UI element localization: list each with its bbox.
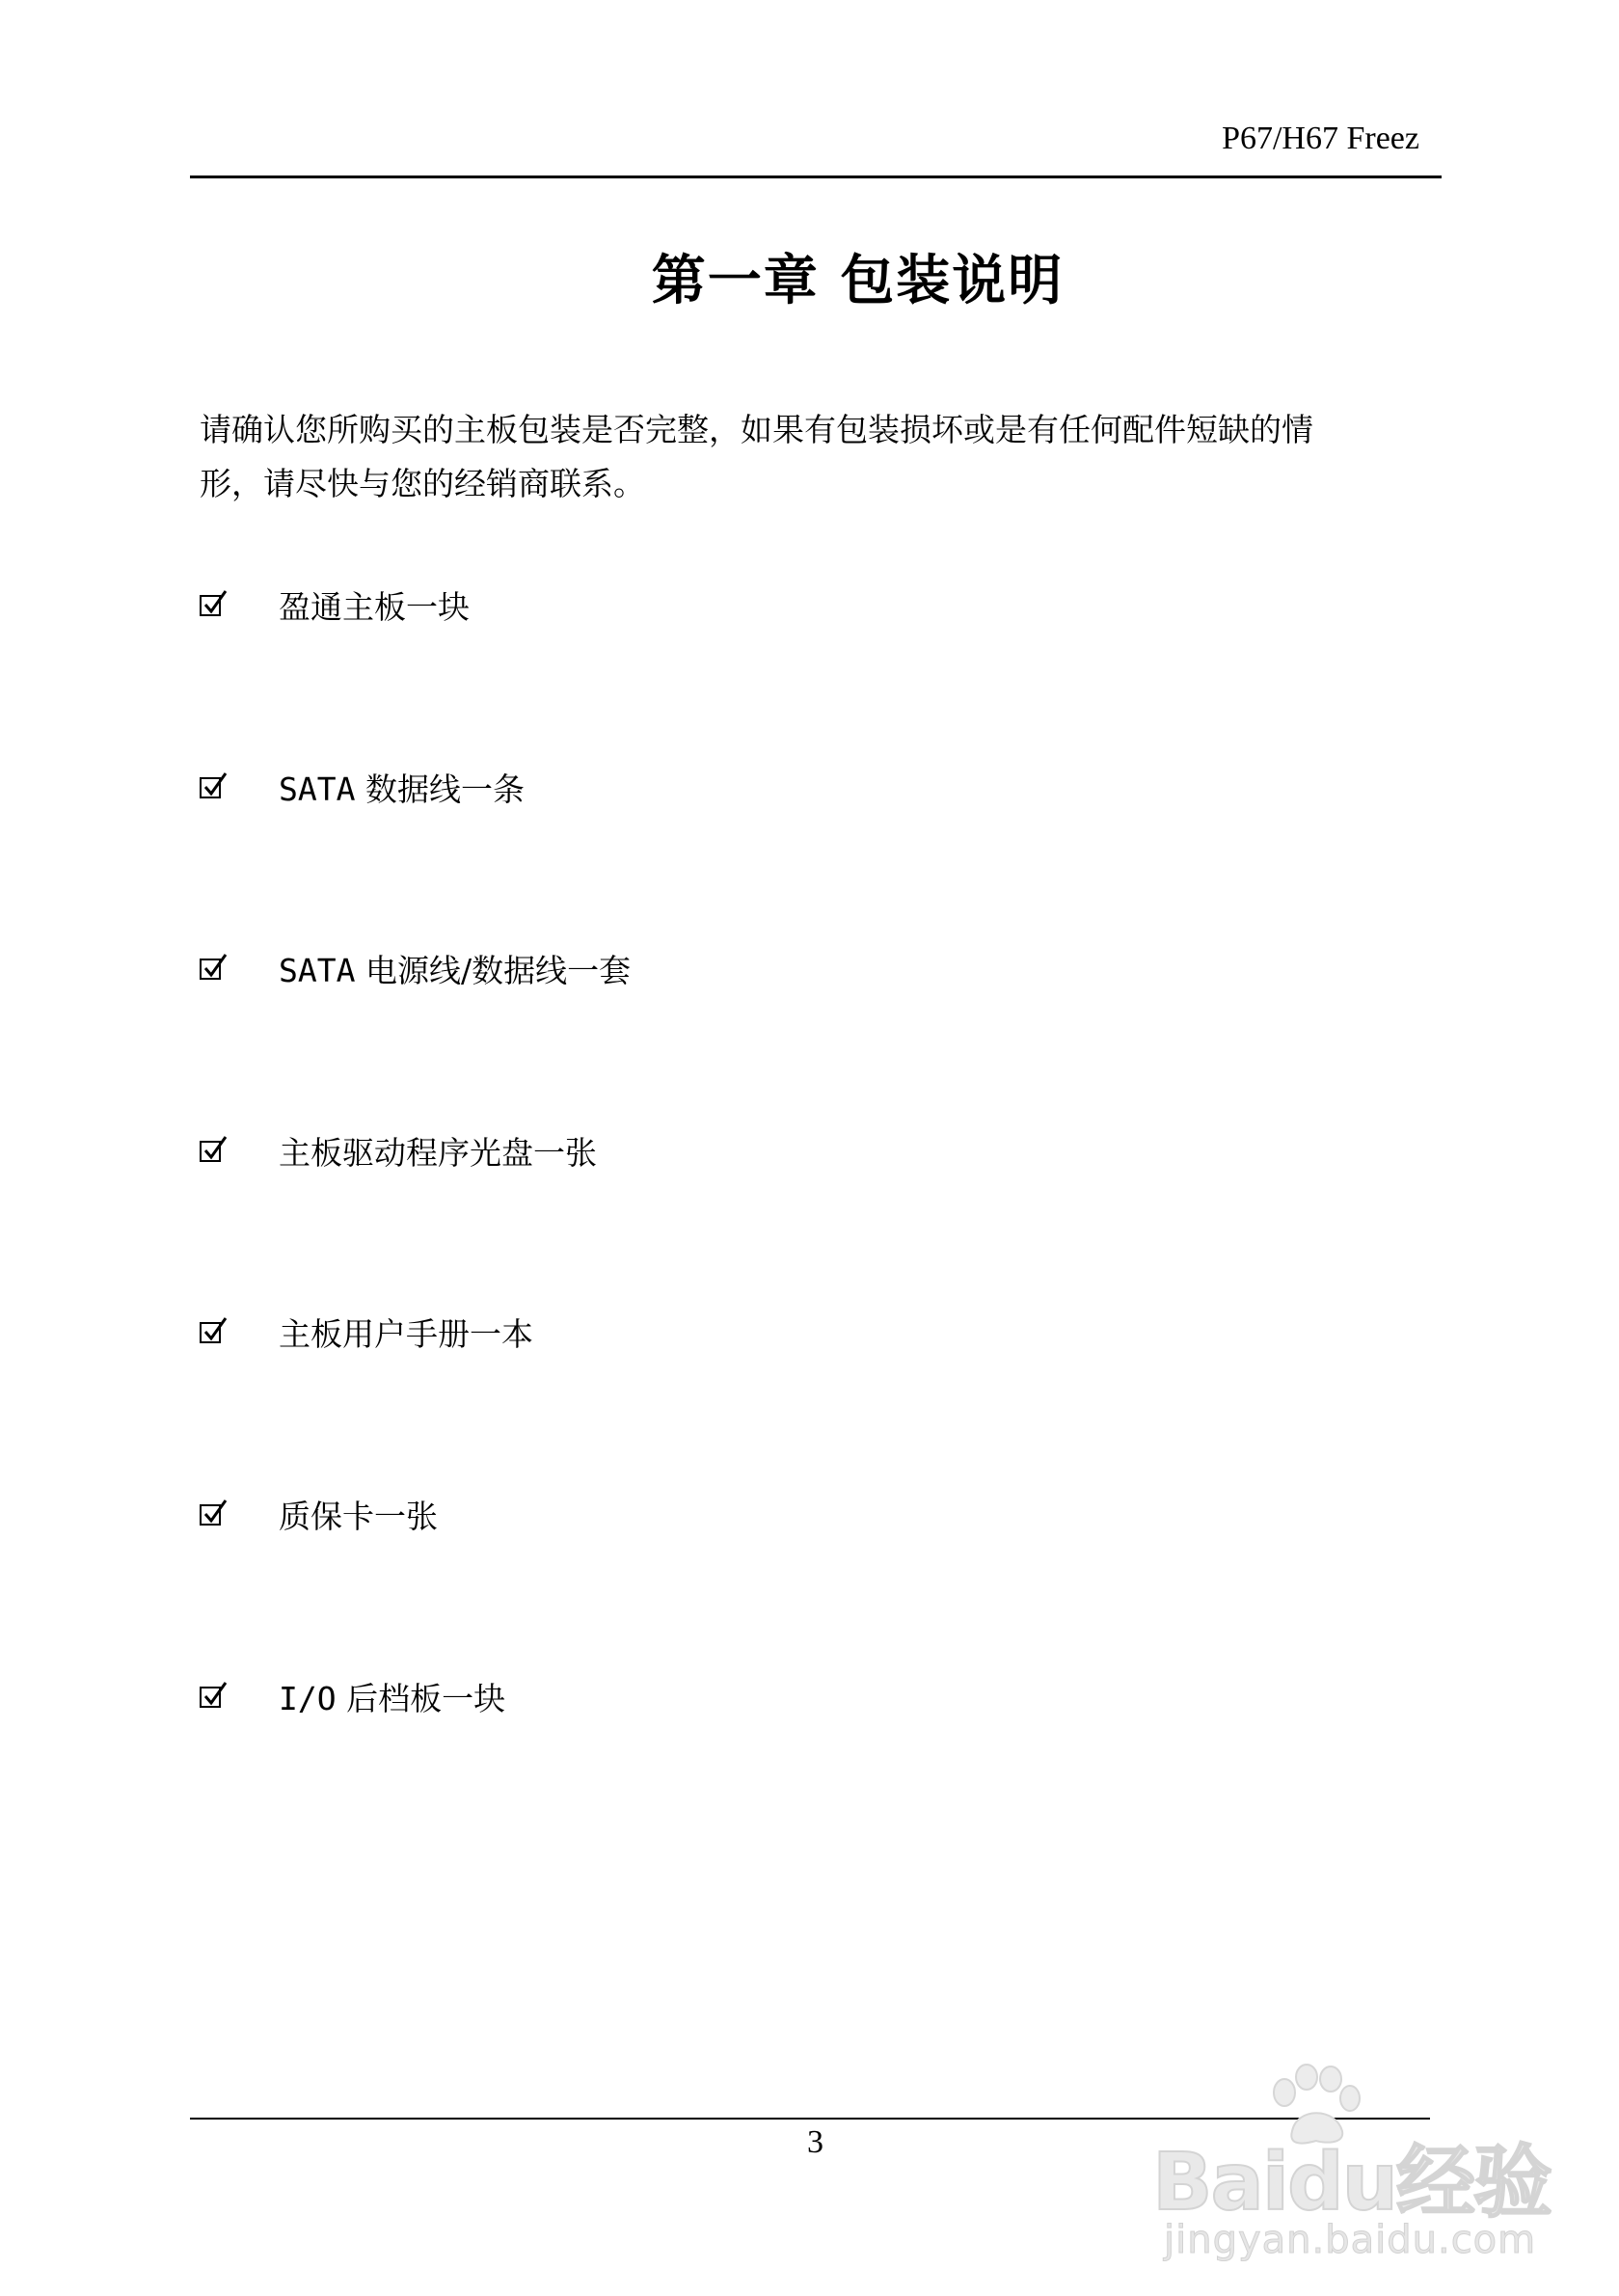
header-rule (190, 176, 1442, 178)
checkbox-checked-icon (200, 1687, 221, 1708)
checklist-item-label: I/O 后档板一块 (279, 1680, 506, 1717)
checklist-item (200, 947, 1067, 995)
chapter-title: 第一章 包装说明 (651, 249, 1065, 312)
checklist-item-label: 主板用户手册一本 (279, 1315, 533, 1353)
checklist-item (200, 1129, 1067, 1177)
intro-line-2: 形，请尽快与您的经销商联系。 (200, 465, 645, 502)
intro-paragraph (200, 403, 1444, 511)
checkbox-checked-icon (200, 595, 221, 616)
checklist-item (200, 766, 1067, 814)
watermark-url: jingyan.baidu.com (1164, 2218, 1537, 2262)
checklist-item-label: SATA 数据线一条 (279, 770, 525, 808)
baidu-watermark (1152, 2064, 1557, 2262)
checkbox-checked-icon (200, 1322, 221, 1343)
checkbox-checked-icon (200, 1141, 221, 1162)
checklist-item-label: 主板驱动程序光盘一张 (279, 1134, 597, 1172)
checklist-item (200, 1675, 1067, 1723)
checkbox-checked-icon (200, 1504, 221, 1526)
page-number: 3 (807, 2124, 823, 2160)
running-header: P67/H67 Freez (1222, 121, 1419, 156)
intro-line-1: 请确认您所购买的主板包装是否完整，如果有包装损坏或是有任何配件短缺的情 (200, 411, 1313, 448)
checkbox-checked-icon (200, 959, 221, 980)
checklist-item (200, 583, 1067, 632)
checklist-item-label: SATA 电源线/数据线一套 (279, 952, 632, 989)
checklist-item (200, 1310, 1067, 1359)
checklist-item-label: 盈通主板一块 (279, 588, 470, 626)
checklist-item (200, 1493, 1067, 1541)
checklist-item-label: 质保卡一张 (279, 1498, 438, 1535)
checkbox-checked-icon (200, 777, 221, 798)
watermark-brand: Baidu经验 (1152, 2137, 1552, 2228)
